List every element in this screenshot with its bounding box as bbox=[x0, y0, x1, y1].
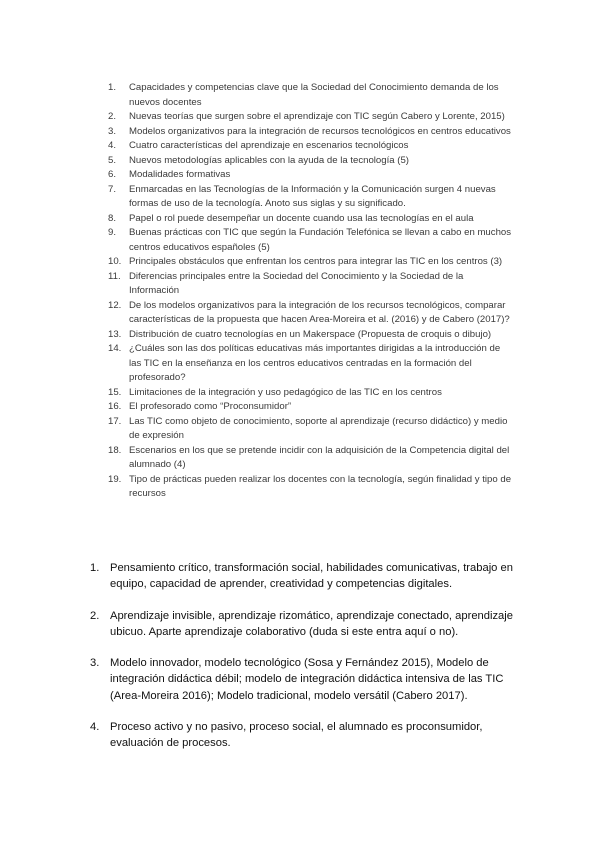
question-item bbox=[108, 270, 513, 299]
question-text: Nuevas teorías que surgen sobre el aprendizaje con TIC según Cabero y Lorente, 2015) bbox=[129, 111, 505, 122]
question-item bbox=[108, 386, 513, 401]
answer-item bbox=[90, 560, 518, 593]
question-number: 3. bbox=[108, 125, 117, 137]
question-number: 10. bbox=[108, 256, 122, 267]
question-item bbox=[108, 81, 513, 110]
question-item bbox=[108, 139, 513, 154]
answer-text: Modelo innovador, modelo tecnológico (Sosa y Fernández 2015), Modelo de integración didáctica débil; modelo de integración didáctica intensiva de las TIC (Area-Moreira 2016); Modelo tradicional, modelo versátil (Cabero 2017). bbox=[110, 657, 504, 702]
question-item bbox=[108, 444, 513, 473]
question-list bbox=[108, 81, 513, 502]
question-text: Papel o rol puede desempeñar un docente cuando usa las tecnologías en el aula bbox=[129, 212, 474, 224]
question-number: 13. bbox=[108, 328, 122, 340]
question-number: 15. bbox=[108, 386, 122, 398]
answer-number: 1. bbox=[90, 562, 100, 574]
answer-text: Aprendizaje invisible, aprendizaje rizomático, aprendizaje conectado, aprendizaje ubicuo. Aparte aprendizaje colaborativo (duda si este entra aquí o no). bbox=[110, 609, 513, 638]
question-item bbox=[108, 183, 513, 212]
question-number: 4. bbox=[108, 140, 117, 151]
question-text: El profesorado como “Proconsumidor” bbox=[129, 401, 292, 412]
question-item bbox=[108, 226, 513, 255]
question-item bbox=[108, 110, 513, 125]
question-number: 17. bbox=[108, 415, 122, 427]
question-item bbox=[108, 400, 513, 415]
question-number: 19. bbox=[108, 473, 122, 485]
question-number: 16. bbox=[108, 401, 122, 412]
question-number: 18. bbox=[108, 444, 122, 456]
question-item bbox=[108, 473, 513, 502]
answer-number: 3. bbox=[90, 657, 100, 670]
answer-list bbox=[90, 560, 518, 767]
question-item bbox=[108, 342, 513, 386]
answer-text: Proceso activo y no pasivo, proceso social, el alumnado es proconsumidor, evaluación de procesos. bbox=[110, 721, 483, 750]
question-item bbox=[108, 299, 513, 328]
question-text: Las TIC como objeto de conocimiento, soporte al aprendizaje (recurso didáctico) y medio de expresión bbox=[129, 415, 508, 441]
question-number: 8. bbox=[108, 212, 117, 224]
answer-item bbox=[90, 608, 518, 641]
question-text: Diferencias principales entre la Sociedad del Conocimiento y la Sociedad de la Información bbox=[129, 270, 464, 296]
question-text: Cuatro características del aprendizaje en escenarios tecnológicos bbox=[129, 140, 409, 151]
question-text: Principales obstáculos que enfrentan los centros para integrar las TIC en los centros (3) bbox=[129, 256, 503, 267]
question-text: ¿Cuáles son las dos políticas educativas más importantes dirigidas a la introducción de las TIC en la enseñanza en los centros educativos centradas en la formación del profesorado? bbox=[129, 343, 501, 383]
question-item bbox=[108, 154, 513, 169]
question-text: Modalidades formativas bbox=[129, 169, 231, 180]
question-text: Buenas prácticas con TIC que según la Fundación Telefónica se llevan a cabo en muchos centros educativos españoles (5) bbox=[129, 227, 512, 253]
question-number: 5. bbox=[108, 154, 117, 166]
answer-item bbox=[90, 719, 518, 752]
question-text: Distribución de cuatro tecnologías en un Makerspace (Propuesta de croquis o dibujo) bbox=[129, 328, 492, 340]
question-text: Nuevos metodologías aplicables con la ayuda de la tecnología (5) bbox=[129, 154, 409, 166]
answer-number: 2. bbox=[90, 609, 100, 622]
question-number: 12. bbox=[108, 299, 122, 311]
question-text: Escenarios en los que se pretende incidir con la adquisición de la Competencia digital del alumnado (4) bbox=[129, 444, 510, 470]
question-text: De los modelos organizativos para la integración de los recursos tecnológicos, comparar características de la propuesta que hacen Area-Moreira et al. (2016) y de Cabero (2017)? bbox=[129, 299, 510, 325]
question-item bbox=[108, 212, 513, 227]
question-text: Modelos organizativos para la integración de recursos tecnológicos en centros educativos bbox=[129, 125, 511, 137]
question-text: Limitaciones de la integración y uso pedagógico de las TIC en los centros bbox=[129, 386, 442, 398]
question-text: Enmarcadas en las Tecnologías de la Información y la Comunicación surgen 4 nuevas formas de uso de la tecnología. Anoto sus siglas y su significado. bbox=[129, 183, 496, 209]
question-number: 7. bbox=[108, 183, 117, 195]
question-item bbox=[108, 415, 513, 444]
question-number: 6. bbox=[108, 169, 117, 180]
question-item bbox=[108, 125, 513, 140]
answer-text: Pensamiento crítico, transformación social, habilidades comunicativas, trabajo en equipo, capacidad de aprender, creatividad y competencias digitales. bbox=[110, 562, 513, 591]
question-item bbox=[108, 328, 513, 343]
question-text: Tipo de prácticas pueden realizar los docentes con la tecnología, según finalidad y tipo de recursos bbox=[129, 473, 512, 499]
question-number: 1. bbox=[108, 82, 117, 93]
question-item bbox=[108, 168, 513, 183]
question-text: Capacidades y competencias clave que la Sociedad del Conocimiento demanda de los nuevos docentes bbox=[129, 82, 499, 108]
answer-item bbox=[90, 655, 518, 704]
question-number: 9. bbox=[108, 227, 117, 238]
answer-number: 4. bbox=[90, 721, 100, 734]
question-number: 11. bbox=[108, 270, 121, 282]
question-number: 2. bbox=[108, 111, 117, 122]
question-item bbox=[108, 255, 513, 270]
question-number: 14. bbox=[108, 343, 122, 354]
